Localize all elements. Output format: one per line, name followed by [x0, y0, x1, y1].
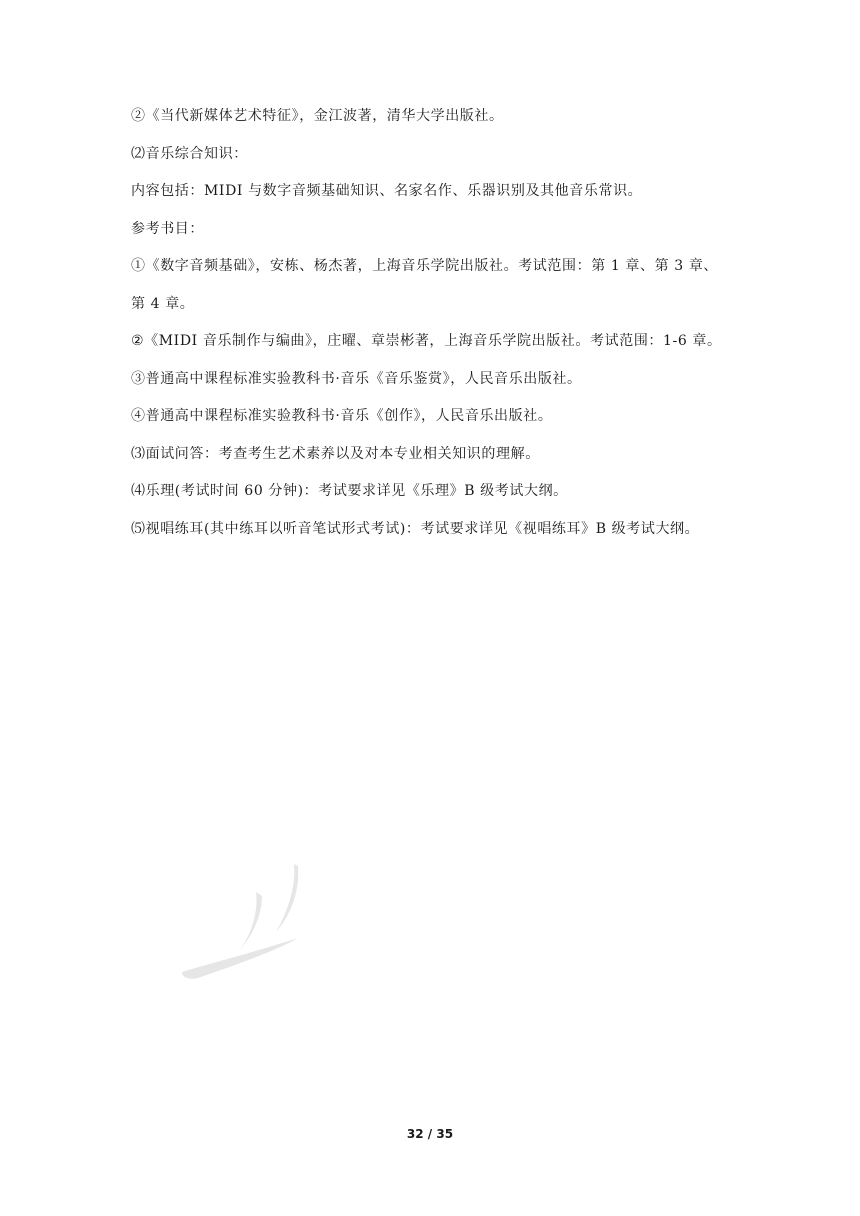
- content-description-line: 内容包括：MIDI 与数字音频基础知识、名家名作、乐器识别及其他音乐常识。: [131, 183, 643, 199]
- section-sight-singing-ear-training: ⑸视唱练耳(其中练耳以听音笔试形式考试)：考试要求详见《视唱练耳》B 级考试大纲。: [131, 520, 700, 537]
- section-interview-qa: ⑶面试问答：考查考生艺术素养以及对本专业相关知识的理解。: [131, 445, 540, 462]
- document-body: [131, 105, 751, 555]
- page-number: 32 / 35: [406, 1127, 454, 1141]
- section-heading-music-knowledge: ⑵音乐综合知识：: [131, 145, 248, 162]
- section-music-theory: ⑷乐理(考试时间 60 分钟)：考试要求详见《乐理》B 级考试大纲。: [131, 483, 568, 499]
- reference-books-label: 参考书目：: [131, 220, 204, 237]
- book-reference-line: ②《当代新媒体艺术特征》，金江波著，清华大学出版社。: [131, 108, 504, 124]
- book-reference-line: ③普通高中课程标准实验教科书·音乐《音乐鉴赏》，人民音乐出版社。: [131, 370, 582, 387]
- book-reference-continuation: 第 4 章。: [131, 295, 195, 312]
- book-reference-line: ②《MIDI 音乐制作与编曲》，庄曜、章崇彬著，上海音乐学院出版社。考试范围：1-6 章。: [131, 333, 722, 349]
- book-reference-line: ④普通高中课程标准实验教科书·音乐《创作》，人民音乐出版社。: [131, 408, 553, 424]
- book-reference-line: ①《数字音频基础》，安栋、杨杰著，上海音乐学院出版社。考试范围：第 1 章、第 3 章、: [131, 258, 719, 274]
- watermark-logo: [178, 858, 328, 988]
